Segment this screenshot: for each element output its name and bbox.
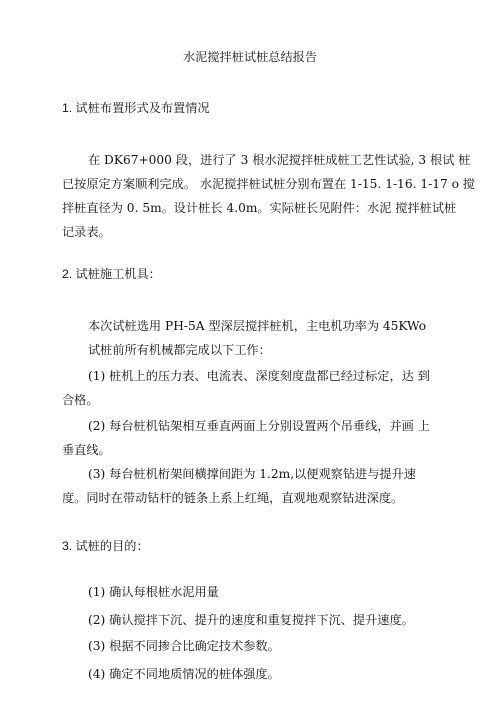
purpose-item: (1) 确认每根桩水泥用量 xyxy=(88,585,219,599)
section-1-paragraph-line: 记录表。 xyxy=(62,225,111,239)
section-2-heading: 2. 试桩施工机具： xyxy=(62,267,161,281)
document-title: 水泥搅拌桩试桩总结报告 xyxy=(182,50,318,64)
section-1-heading: 1. 试桩布置形式及布置情况 xyxy=(62,101,210,115)
purpose-item: (4) 确定不同地质情况的桩体强度。 xyxy=(88,667,280,681)
purpose-item: (3) 根据不同掺合比确定技术参数。 xyxy=(88,639,280,653)
section-1-paragraph-line: 在 DK67+000 段，进行了 3 根水泥搅拌桩成桩工艺性试验, 3 根试 桩 xyxy=(88,153,471,167)
equipment-item-3: (3) 每台桩机桁架间横撑间距为 1.2m,以便观察钻进与提升速 xyxy=(88,467,416,481)
equipment-item-3-cont: 度。同时在带动钻杆的链条上系上红绳，直观地观察钻进深度。 xyxy=(62,491,404,505)
section-2-intro-line: 本次试桩选用 PH-5A 型深层搅拌桩机，主电机功率为 45KWo xyxy=(88,319,427,333)
section-1-paragraph-line: 已按原定方案顺利完成。 水泥搅拌桩试桩分别布置在 1-15. 1-16. 1-17 o 搅 xyxy=(62,177,475,191)
equipment-item-1: (1) 桩机上的压力表、电流表、深度刻度盘都已经过标定，达 到 xyxy=(88,369,430,383)
equipment-item-2: (2) 每台桩机钻架相互垂直两面上分别设置两个吊垂线，并画 上 xyxy=(88,419,430,433)
section-3-heading: 3. 试桩的目的： xyxy=(62,539,149,553)
section-1-paragraph-line: 拌桩直径为 0. 5m。设计桩长 4.0m。实际桩长见附件：水泥 搅拌桩试桩 xyxy=(62,201,457,215)
equipment-item-1-cont: 合格。 xyxy=(62,393,99,407)
equipment-item-2-cont: 垂直线。 xyxy=(62,443,111,457)
purpose-item: (2) 确认搅拌下沉、提升的速度和重复搅拌下沉、提升速度。 xyxy=(88,613,414,627)
section-2-intro-line: 试桩前所有机械都完成以下工作： xyxy=(88,343,271,357)
